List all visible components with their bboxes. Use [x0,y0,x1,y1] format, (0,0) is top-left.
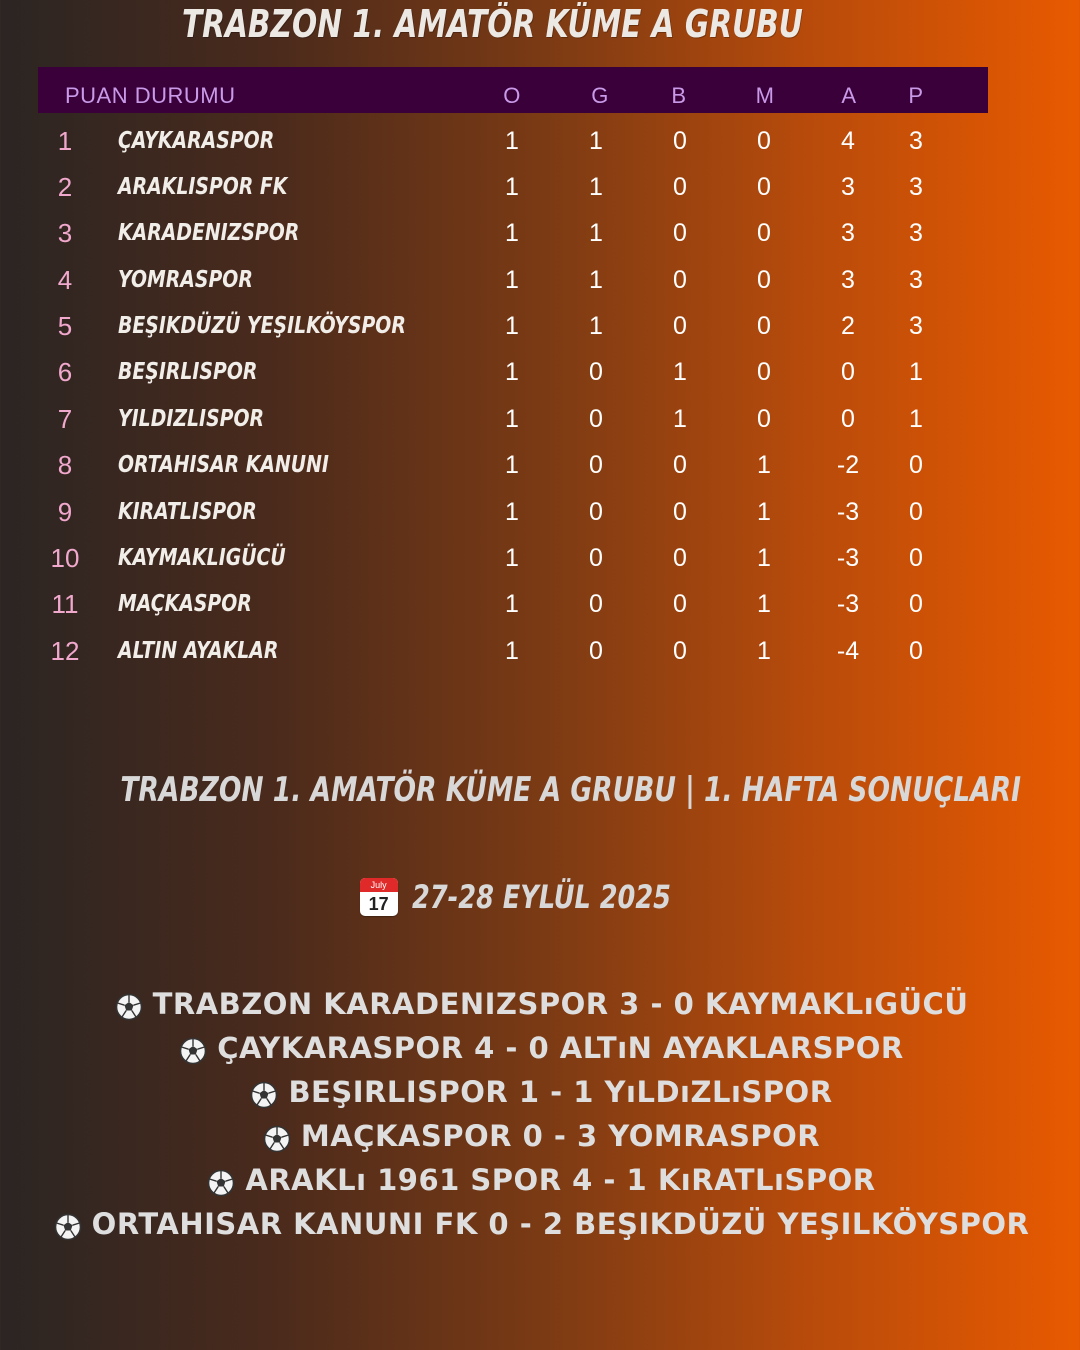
stat-g: 1 [589,219,603,247]
stat-o: 1 [505,358,519,386]
stat-m: 1 [757,451,771,479]
stat-p: 0 [909,498,923,526]
stat-b: 0 [673,590,687,618]
rank-cell: 10 [50,543,80,573]
team-name: KIRATLISPOR [118,499,257,525]
stat-p: 0 [909,451,923,479]
stat-m: 1 [757,498,771,526]
table-row [0,118,1080,164]
rank-cell: 3 [57,218,73,248]
stat-p: 3 [909,219,923,247]
table-row [0,164,1080,210]
result-line [0,1026,1080,1070]
stat-g: 0 [589,358,603,386]
stat-b: 0 [673,173,687,201]
date-line [0,878,1080,916]
stat-o: 1 [505,312,519,340]
soccer-ball-icon [263,1121,291,1149]
result-text: ARAKLı 1961 SPOR 4 - 1 KıRATLıSPOR [245,1163,876,1197]
stat-b: 0 [673,451,687,479]
stat-b: 0 [673,266,687,294]
stat-p: 1 [909,358,923,386]
result-text: TRABZON KARADENIZSPOR 3 - 0 KAYMAKLıGÜCÜ [152,987,969,1021]
col-header-b: B [671,83,687,108]
team-name: YILDIZLISPOR [118,406,265,432]
rank-cell: 6 [57,357,73,387]
col-header-m: M [755,83,775,108]
stat-m: 1 [757,637,771,665]
stat-a: 3 [841,219,855,247]
stat-g: 0 [589,590,603,618]
stat-g: 1 [589,173,603,201]
stat-a: -3 [836,544,860,572]
stat-a: -3 [836,498,860,526]
result-line [0,1202,1080,1246]
result-line [0,1158,1080,1202]
stat-a: -3 [836,590,860,618]
stat-p: 0 [909,637,923,665]
result-text: ORTAHISAR KANUNI FK 0 - 2 BEŞIKDÜZÜ YEŞILKÖYSPOR [91,1207,1030,1241]
team-name: KAYMAKLIGÜCÜ [118,545,286,571]
team-name: BEŞIKDÜZÜ YEŞILKÖYSPOR [118,313,406,339]
soccer-ball-icon [54,1209,82,1237]
result-line [0,1070,1080,1114]
stat-m: 0 [757,405,771,433]
results-list [0,982,1080,1246]
stat-m: 1 [757,544,771,572]
stat-p: 3 [909,173,923,201]
soccer-ball-icon [250,1077,278,1105]
match-date: 27-28 EYLÜL 2025 [411,878,671,916]
result-line [0,982,1080,1026]
stat-g: 0 [589,498,603,526]
stat-p: 3 [909,127,923,155]
result-text: BEŞIRLISPOR 1 - 1 YıLDıZLıSPOR [288,1075,833,1109]
stat-b: 0 [673,498,687,526]
stat-g: 1 [589,266,603,294]
stat-a: 3 [841,266,855,294]
team-name: BEŞIRLISPOR [118,359,258,385]
stat-a: 0 [841,358,855,386]
stat-b: 1 [673,405,687,433]
rank-cell: 7 [57,404,73,434]
stat-o: 1 [505,173,519,201]
stat-b: 0 [673,312,687,340]
calendar-day: 17 [368,894,389,914]
soccer-ball-icon [179,1033,207,1061]
stat-o: 1 [505,451,519,479]
result-line [0,1114,1080,1158]
page-title: TRABZON 1. AMATÖR KÜME A GRUBU [181,2,803,46]
team-name: ARAKLISPOR FK [118,174,288,200]
rank-cell: 12 [50,636,80,666]
col-header-g: G [591,83,609,108]
calendar-month: July [360,878,398,892]
table-row [0,628,1080,674]
stat-g: 0 [589,451,603,479]
rank-cell: 1 [57,126,73,156]
stat-b: 0 [673,637,687,665]
stat-m: 0 [757,173,771,201]
stat-a: 4 [841,127,855,155]
rank-cell: 5 [57,311,73,341]
team-name: ORTAHISAR KANUNI [118,452,329,478]
team-name: YOMRASPOR [118,267,253,293]
stat-o: 1 [505,590,519,618]
rank-cell: 4 [57,265,73,295]
stat-o: 1 [505,219,519,247]
table-row [0,303,1080,349]
rank-cell: 2 [57,172,73,202]
rank-cell: 11 [51,589,79,619]
result-text: MAÇKASPOR 0 - 3 YOMRASPOR [300,1119,821,1153]
col-header-a: A [841,83,857,108]
stat-o: 1 [505,637,519,665]
soccer-ball-icon [115,989,143,1017]
result-text: ÇAYKARASPOR 4 - 0 ALTıN AYAKLARSPOR [217,1031,904,1065]
rank-cell: 8 [57,450,73,480]
stat-o: 1 [505,544,519,572]
team-name: ÇAYKARASPOR [118,128,275,154]
table-row [0,257,1080,303]
stat-p: 1 [909,405,923,433]
stat-p: 3 [909,266,923,294]
stat-m: 0 [757,127,771,155]
stat-g: 0 [589,637,603,665]
stat-b: 0 [673,127,687,155]
team-name: ALTIN AYAKLAR [118,638,279,664]
stat-g: 1 [589,312,603,340]
table-row [0,396,1080,442]
table-row [0,349,1080,395]
team-name: KARADENIZSPOR [118,220,300,246]
stat-o: 1 [505,266,519,294]
team-name: MAÇKASPOR [118,591,252,617]
stat-m: 0 [757,266,771,294]
stat-m: 0 [757,358,771,386]
stat-g: 0 [589,405,603,433]
table-row [0,581,1080,627]
results-title: TRABZON 1. AMATÖR KÜME A GRUBU | 1. HAFTA SONUÇLARI [120,770,1021,810]
stat-g: 1 [589,127,603,155]
stat-m: 1 [757,590,771,618]
stat-b: 0 [673,219,687,247]
rank-cell: 9 [57,497,73,527]
stat-a: 2 [841,312,855,340]
stat-o: 1 [505,405,519,433]
table-row [0,535,1080,581]
stat-a: 3 [841,173,855,201]
col-header-p: P [908,83,924,108]
stat-o: 1 [505,498,519,526]
stat-a: 0 [841,405,855,433]
stat-a: -2 [836,451,860,479]
stat-p: 0 [909,590,923,618]
stat-b: 0 [673,544,687,572]
stat-m: 0 [757,219,771,247]
col-header-o: O [503,83,521,108]
stat-o: 1 [505,127,519,155]
table-row [0,442,1080,488]
stat-p: 0 [909,544,923,572]
stat-a: -4 [836,637,860,665]
stat-b: 1 [673,358,687,386]
table-row [0,489,1080,535]
table-label: PUAN DURUMU [65,83,236,108]
stat-g: 0 [589,544,603,572]
table-row [0,210,1080,256]
stat-m: 0 [757,312,771,340]
calendar-icon [360,878,398,916]
stat-p: 3 [909,312,923,340]
soccer-ball-icon [207,1165,235,1193]
